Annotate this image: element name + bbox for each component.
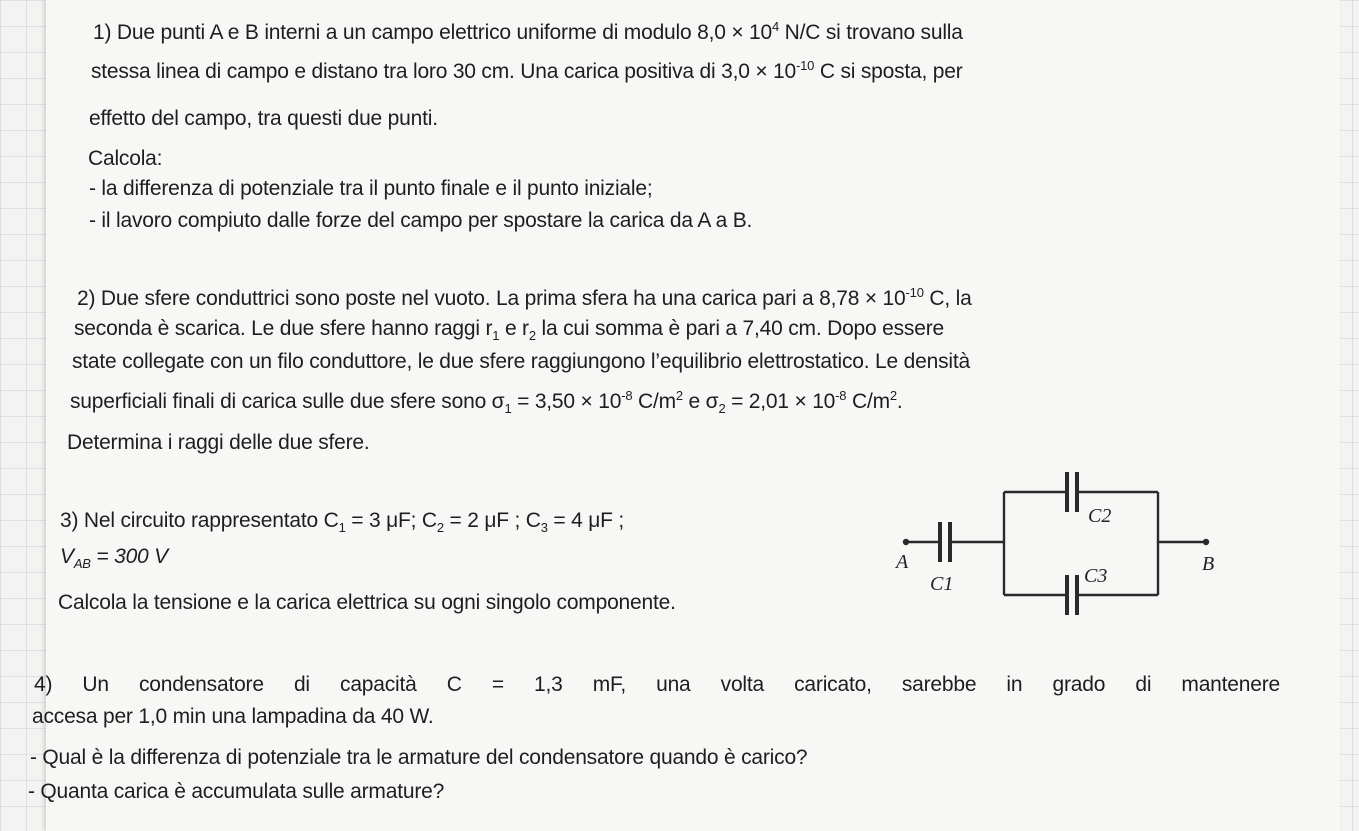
p2-line-1 xyxy=(77,286,972,312)
p2-l2-text-c: la cui somma è pari a 7,40 cm. Dopo essere xyxy=(535,317,944,340)
p2-charge-exponent: -10 xyxy=(905,285,924,300)
p2-sigma2-unit-square: 2 xyxy=(889,388,897,403)
p2-sigma2-subscript: 2 xyxy=(718,401,726,417)
p2-charge-mantissa: 8,78 × 10 xyxy=(819,287,906,310)
p2-r1-subscript: 1 xyxy=(492,328,500,344)
p2-sigma2-exponent: -8 xyxy=(835,388,847,403)
p2-sigma1-unit-square: 2 xyxy=(675,388,683,403)
p1-line-3: effetto del campo, tra questi due punti. xyxy=(89,107,438,130)
p4-line-1: 4) Un condensatore di capacità C = 1,3 mF, una volta caricato, sarebbe in grado di mantenere xyxy=(34,673,1280,696)
p2-l1-text-a: 2) Due sfere conduttrici sono poste nel vuoto. La prima sfera ha una carica pari a xyxy=(77,287,820,310)
p4-line-4: - Quanta carica è accumulata sulle armature? xyxy=(28,780,445,803)
p3-l1-text-a: 3) Nel circuito rappresentato C xyxy=(60,509,339,532)
p3-l1-text-d: = 4 μF ; xyxy=(547,509,624,532)
label-c3: C3 xyxy=(1084,565,1108,587)
p1-line-1 xyxy=(93,20,963,46)
p4-line-2: accesa per 1,0 min una lampadina da 40 W. xyxy=(32,705,434,728)
label-c1: C1 xyxy=(930,573,954,595)
p3-vab-symbol: V xyxy=(60,545,74,568)
p2-sigma1-exponent: -8 xyxy=(621,388,633,403)
terminal-a-dot xyxy=(903,539,909,545)
circuit-diagram xyxy=(880,462,1240,632)
label-c2: C2 xyxy=(1088,505,1112,527)
p3-c2-subscript: 2 xyxy=(436,520,444,536)
p2-l4-text-d: e σ xyxy=(682,390,719,413)
p1-line-6: - il lavoro compiuto dalle forze del campo per spostare la carica da A a B. xyxy=(89,209,753,232)
p3-c1-subscript: 1 xyxy=(338,520,346,536)
p1-l2-text-b: C si sposta, per xyxy=(814,60,963,83)
p2-line-5: Determina i raggi delle due sfere. xyxy=(67,431,370,454)
p3-line-1 xyxy=(60,508,624,534)
p1-l1-text-a: 1) Due punti A e B interni a un campo elettrico uniforme di modulo xyxy=(93,21,698,44)
p2-line-2 xyxy=(74,316,944,342)
p3-l1-text-c: = 2 μF ; C xyxy=(443,509,541,532)
p3-vab-value: = 300 V xyxy=(90,545,168,568)
p2-l4-text-e: = 2,01 × 10 xyxy=(725,390,836,413)
p1-l1-text-b: N/C si trovano sulla xyxy=(779,21,963,44)
p2-line-4 xyxy=(70,389,903,415)
circuit-svg xyxy=(880,462,1240,632)
p1-charge-mantissa: 3,0 × 10 xyxy=(721,60,797,83)
p2-l1-text-b: C, la xyxy=(923,287,972,310)
p2-l4-text-c: C/m xyxy=(632,390,676,413)
p2-sigma1-subscript: 1 xyxy=(504,401,512,417)
p2-r2-subscript: 2 xyxy=(528,328,536,344)
p1-field-exponent: 4 xyxy=(772,19,780,34)
p2-l4-text-a: superficiali finali di carica sulle due sfere sono σ xyxy=(70,390,505,413)
p1-charge-exponent: -10 xyxy=(796,58,815,73)
p3-c3-subscript: 3 xyxy=(540,520,548,536)
p3-line-2 xyxy=(60,544,168,570)
p2-l4-text-g: . xyxy=(896,390,903,413)
label-a: A xyxy=(896,551,909,573)
p2-l2-text-b: e r xyxy=(499,317,529,340)
p2-line-3: state collegate con un filo conduttore, le due sfere raggiungono l’equilibrio elettrostatico. Le densità xyxy=(72,350,970,373)
p1-field-mantissa: 8,0 × 10 xyxy=(697,21,773,44)
label-b: B xyxy=(1202,553,1215,575)
p2-l4-text-b: = 3,50 × 10 xyxy=(511,390,622,413)
p3-vab-subscript: AB xyxy=(73,556,91,572)
p1-line-5: - la differenza di potenziale tra il punto finale e il punto iniziale; xyxy=(89,177,653,200)
p1-line-2 xyxy=(91,59,963,85)
p3-line-3: Calcola la tensione e la carica elettrica su ogni singolo componente. xyxy=(58,591,676,614)
p1-line-4: Calcola: xyxy=(88,147,163,170)
p4-line-3: - Qual è la differenza di potenziale tra le armature del condensatore quando è carico? xyxy=(30,746,808,769)
p3-l1-text-b: = 3 μF; C xyxy=(345,509,437,532)
p2-l2-text-a: seconda è scarica. Le due sfere hanno raggi r xyxy=(74,317,493,340)
p1-l2-text-a: stessa linea di campo e distano tra loro 30 cm. Una carica positiva di xyxy=(91,60,722,83)
terminal-b-dot xyxy=(1203,539,1209,545)
p2-l4-text-f: C/m xyxy=(846,390,890,413)
